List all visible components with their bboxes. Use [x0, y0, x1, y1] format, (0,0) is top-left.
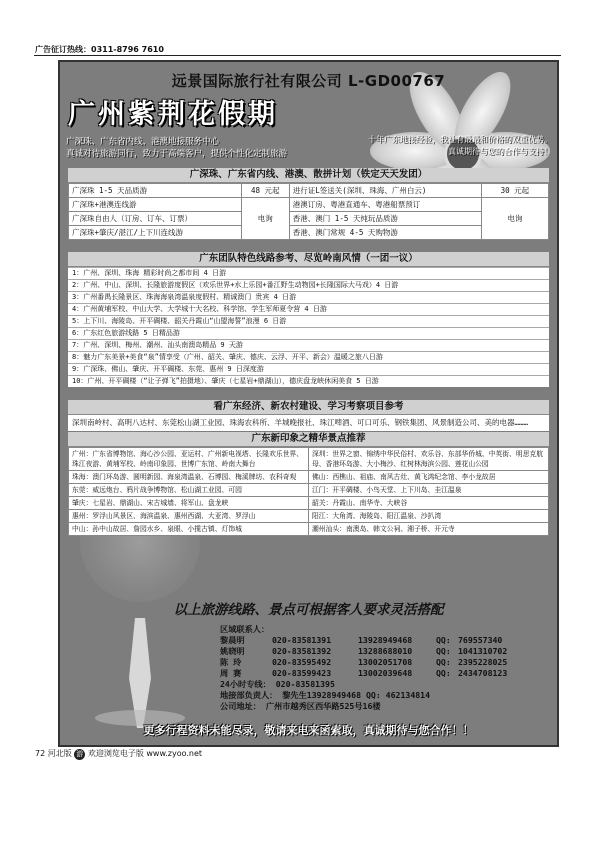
route-item: 6：广东红色旅游线路 5 日精品游: [68, 327, 549, 339]
spot-cell: 江门：开平碉楼、小鸟天堂、上下川岛、圭江温泉: [309, 484, 549, 497]
travel-ad: [58, 60, 559, 747]
plan-item: 广深珠+港澳连线游: [69, 198, 242, 212]
contacts-label: 区域联系人：: [220, 624, 270, 634]
economy-header: 看广东经济、新农村建设、学习考察项目参考: [68, 400, 549, 415]
economy-section: [68, 400, 549, 431]
edition-label: 河北版: [47, 749, 72, 758]
plan-price-left: 48 元起: [241, 184, 289, 198]
route-item: 3：广州番禺长隆景区、珠海海泉湾温泉度假村、精诚澳门 贵宾 4 日游: [68, 291, 549, 303]
spot-cell: 阳江：大角湾、海陵岛、阳江温泉、沙扒湾: [309, 510, 549, 523]
contact-row: 黎晨明 020-83581391 13928949468 QQ: 769557340: [220, 635, 503, 645]
spot-cell: 珠海：澳门环岛游、圆明新园、海泉湾温泉、石博园、梅溪牌坊、农科奇观: [69, 471, 309, 484]
spots-section: [68, 432, 549, 536]
closing-line: 更多行程资料未能尽录，敬请来电来函索取，真诚期待与您合作！！: [143, 724, 474, 737]
route-item: 8：魅力广东美景+美食“泉”情享受（广州、韶关、肇庆、德庆、云浮、开平、新会）温暖之旅八日游: [68, 351, 549, 363]
route-item: 10：广州、开平碉楼（“让子弹飞”拍摄地）、肇庆（七星岩+鼎湖山），德庆盘龙峡休闲美食 5 日游: [68, 375, 549, 387]
manager-line: 地接部负责人： 黎先生13928949468 QQ: 462134814: [220, 690, 431, 700]
route-item: 4：广州黄埔军校、中山大学、大学城十大名校、科学馆、学生军师夏令营 4 日游: [68, 303, 549, 315]
flexible-banner: 以上旅游线路、景点可根据客人要求灵活搭配: [173, 602, 444, 618]
spot-cell: 肇庆：七星岩、鼎湖山、宋古城墙、将军山、盘龙峡: [69, 497, 309, 510]
plan-item: 广深珠+肇庆/湛江/上下川连线游: [69, 226, 242, 240]
plan-item: 广深珠 1-5 天品质游: [69, 184, 242, 198]
group-routes-header: 广东团队特色线路参考、尽览岭南风情（一团一议）: [68, 252, 549, 267]
plan-item: 港澳订房、粤港直通车、粤港船票预订: [289, 198, 481, 212]
contact-row: 陈 玲 020-83595492 13002051708 QQ: 2395228025: [220, 657, 508, 667]
fixed-plan-section: [68, 168, 549, 240]
address-line: 公司地址： 广州市越秀区西华路525号16楼: [220, 701, 381, 711]
plan-tel-left: 电询: [241, 198, 289, 240]
plan-item: 香港、澳门 1-5 天纯玩品质游: [289, 212, 481, 226]
ad-hotline: 广告征订热线：0311-8796 7610: [35, 45, 164, 54]
page-number: 72: [35, 749, 46, 758]
spot-cell: 惠州：罗浮山风景区、海滨温泉、惠州西湖、大亚湾、罗浮山: [69, 510, 309, 523]
slogan-left: 广深珠、广东省内线、港澳地接服务中心 真诚对待旅游同行，致力于高端客户，提供个性化定制旅游: [66, 137, 288, 159]
spots-table: [68, 447, 549, 536]
slogan-right: 十年广东地接经验，我社有最最和价格的双重优势。 真诚期待与您的合作与支持！: [368, 135, 552, 156]
plan-item: 广深珠自由人（订房、订车、订票）: [69, 212, 242, 226]
contact-row: 姚晓明 020-83581392 13288688010 QQ: 1041310702: [220, 646, 508, 656]
route-item: 5：上下川、海陵岛、开平碉楼、韶关丹霞山“山盟海誓”浪漫 6 日游: [68, 315, 549, 327]
spot-cell: 韶关：丹霞山、南华寺、大峡谷: [309, 497, 549, 510]
site-logo-icon: 游: [76, 750, 84, 758]
site-text: 欢迎浏览电子版 www.zyoo.net: [87, 749, 203, 758]
spot-cell: 中山：孙中山故居、詹园水乡、泉眼、小揽古镇、灯饰城: [69, 523, 309, 536]
company-name: 远景国际旅行社有限公司 L-GD00767: [171, 72, 446, 90]
plan-item: 进行证L签送关(深圳、珠海、广州白云): [289, 184, 481, 198]
plan-tel-right: 电询: [481, 198, 548, 240]
hotline-24h: 24小时专线： 020-83581395: [220, 679, 335, 689]
header-divider: [34, 55, 561, 56]
plan-item: 香港、澳门常规 4-5 天购物游: [289, 226, 481, 240]
group-routes-section: [68, 252, 549, 387]
fixed-plan-table: [68, 183, 549, 240]
fixed-plan-header: 广深珠、广东省内线、港澳、散拼计划（铁定天天发团）: [68, 168, 549, 183]
canton-tower-graphic: [95, 618, 185, 728]
spots-header: 广东新印象之精华景点推荐: [68, 432, 549, 447]
spot-cell: 潮州汕头：南澳岛、韩文公祠、湘子桥、开元寺: [309, 523, 549, 536]
contacts-block: [220, 624, 507, 712]
spot-cell: 佛山：西樵山、祖庙、南风古灶、黄飞鸿纪念馆、李小龙故居: [309, 471, 549, 484]
page-footer: [35, 748, 202, 760]
route-item: 2：广州、中山、深圳、长隆旅游度假区（欢乐世界+水上乐园+番江野生动物园+长隆国际大马戏）4 日游: [68, 279, 549, 291]
spot-cell: 深圳：世界之窗、锦绣中华民俗村、欢乐谷、东部华侨城、中英街、明思克航母、香港环岛游、大小梅沙、红树林海滨公园、莲花山公园: [309, 448, 549, 471]
plan-price-right: 30 元起: [481, 184, 548, 198]
route-item: 7：广州、深圳、梅州、潮州、汕头南澳岛精品 9 天游: [68, 339, 549, 351]
contact-row: 周 赛 020-83599423 13002039648 QQ: 2434708123: [220, 668, 508, 678]
spot-cell: 广州：广东省博物馆、海心沙公园、亚运村、广州新电视塔、长隆欢乐世界、珠江夜游、黄埔军校、岭南印象园、世博广东馆、岭南大舞台: [69, 448, 309, 471]
route-item: 1：广州、深圳、珠海 精彩时尚之都市间 4 日游: [68, 267, 549, 279]
ad-title: 广州紫荆花假期: [68, 99, 278, 130]
spot-cell: 东莞：威远炮台、鸦片战争博物馆、松山湖工业园、可园: [69, 484, 309, 497]
route-item: 9：广深珠、佛山、肇庆、开平碉楼、东莞、惠州 9 日深度游: [68, 363, 549, 375]
economy-text: 深圳南岭村、高明八达村、东莞松山湖工业园、珠海农科所、羊城晚报社、珠江啤酒、可口可乐、钢铁集团、风景制造公司、美的电器………: [72, 418, 529, 427]
